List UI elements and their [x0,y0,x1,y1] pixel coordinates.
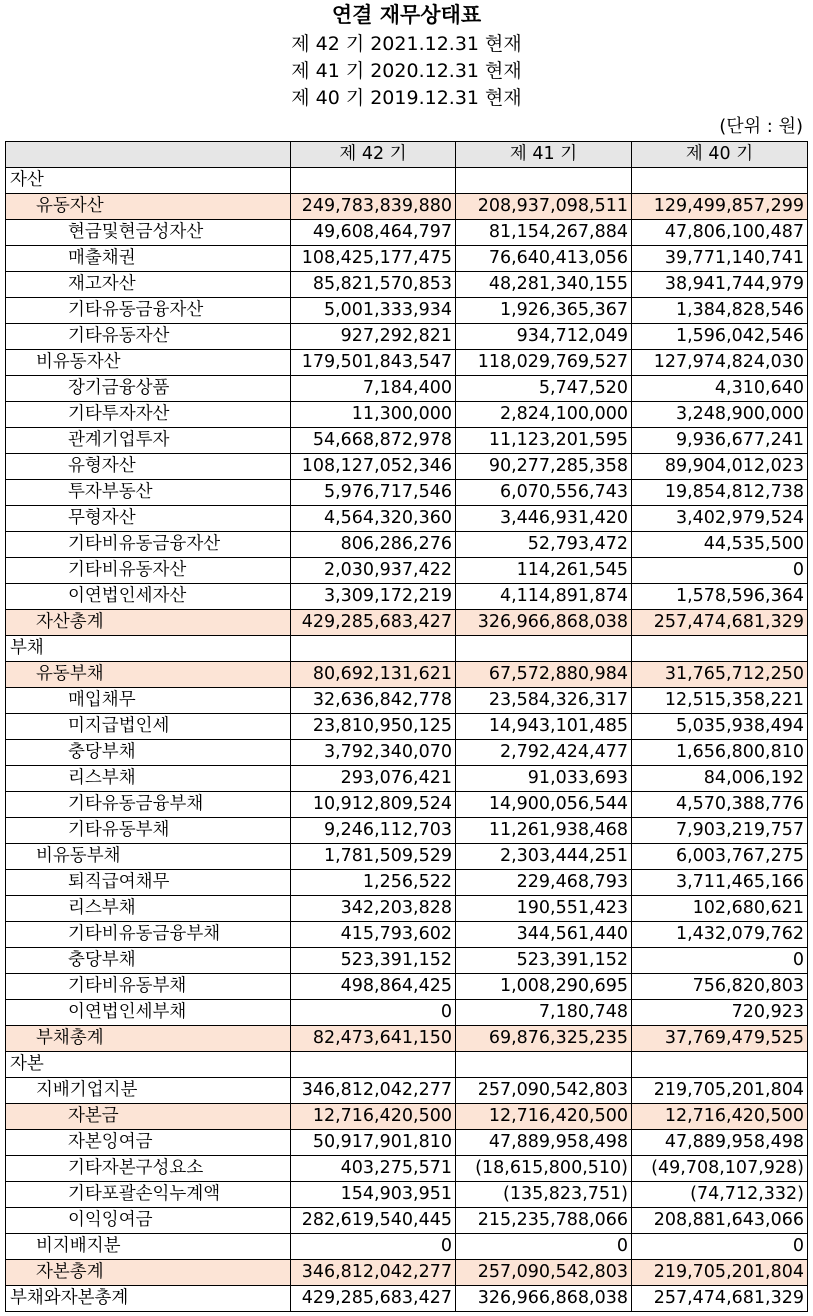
amount-cell: 4,564,320,360 [291,506,456,532]
amount-cell: 219,705,201,804 [632,1260,808,1286]
table-row [6,1078,808,1104]
amount-cell: 3,402,979,524 [632,506,808,532]
amount-cell: 190,551,423 [456,896,632,922]
amount-cell: 50,917,901,810 [291,1130,456,1156]
amount-cell: 5,035,938,494 [632,714,808,740]
amount-cell: 10,912,809,524 [291,792,456,818]
amount-cell: 523,391,152 [456,948,632,974]
account-label: 기타포괄손익누계액 [6,1182,291,1208]
amount-cell: 19,854,812,738 [632,480,808,506]
amount-cell: 129,499,857,299 [632,194,808,220]
account-label: 장기금융상품 [6,376,291,402]
table-row [6,948,808,974]
account-label: 미지급법인세 [6,714,291,740]
amount-cell: 108,127,052,346 [291,454,456,480]
amount-cell: 257,474,681,329 [632,610,808,636]
amount-cell [456,168,632,194]
amount-cell: 756,820,803 [632,974,808,1000]
table-row [6,818,808,844]
amount-cell: 257,090,542,803 [456,1078,632,1104]
amount-cell: 326,966,868,038 [456,1286,632,1312]
amount-cell: 91,033,693 [456,766,632,792]
table-row [6,1208,808,1234]
amount-cell: 806,286,276 [291,532,456,558]
amount-cell [291,636,456,662]
unit-label: (단위 : 원) [719,116,803,137]
account-label: 기타유동금융부채 [6,792,291,818]
amount-cell: 38,941,744,979 [632,272,808,298]
account-label: 자산 [6,168,291,194]
table-row [6,1156,808,1182]
table-row [6,1260,808,1286]
amount-cell: 76,640,413,056 [456,246,632,272]
amount-cell: 4,114,891,874 [456,584,632,610]
amount-cell: 1,256,522 [291,870,456,896]
table-row [6,168,808,194]
amount-cell: 0 [632,948,808,974]
amount-cell: 1,432,079,762 [632,922,808,948]
table-row [6,1286,808,1312]
amount-cell: (135,823,751) [456,1182,632,1208]
table-row [6,922,808,948]
account-label: 재고자산 [6,272,291,298]
table-row [6,324,808,350]
period-line-40: 제 40 기 2019.12.31 현재 [291,87,522,109]
amount-cell: 0 [456,1234,632,1260]
table-row [6,870,808,896]
amount-cell: 9,936,677,241 [632,428,808,454]
amount-cell: 47,889,958,498 [632,1130,808,1156]
account-label: 기타비유동금융자산 [6,532,291,558]
table-header-row [6,142,808,168]
amount-cell: 52,793,472 [456,532,632,558]
amount-cell: 7,180,748 [456,1000,632,1026]
table-row [6,1182,808,1208]
account-label: 비지배지분 [6,1234,291,1260]
amount-cell: 429,285,683,427 [291,1286,456,1312]
amount-cell: 257,090,542,803 [456,1260,632,1286]
table-row [6,714,808,740]
table-row [6,402,808,428]
amount-cell: 12,716,420,500 [632,1104,808,1130]
account-label: 비유동부채 [6,844,291,870]
header-period-41: 제 41 기 [456,142,632,168]
amount-cell: 54,668,872,978 [291,428,456,454]
account-label: 매출채권 [6,246,291,272]
amount-cell: 0 [291,1000,456,1026]
amount-cell: 5,976,717,546 [291,480,456,506]
table-row [6,480,808,506]
table-body [6,168,808,1312]
account-label: 기타비유동금융부채 [6,922,291,948]
amount-cell: 179,501,843,547 [291,350,456,376]
table-row [6,558,808,584]
table-row [6,1052,808,1078]
amount-cell: 3,248,900,000 [632,402,808,428]
table-row [6,376,808,402]
amount-cell: 12,515,358,221 [632,688,808,714]
amount-cell: 85,821,570,853 [291,272,456,298]
amount-cell: 6,070,556,743 [456,480,632,506]
amount-cell: 1,578,596,364 [632,584,808,610]
amount-cell: 293,076,421 [291,766,456,792]
account-label: 자본 [6,1052,291,1078]
amount-cell: 0 [291,1234,456,1260]
amount-cell: 108,425,177,475 [291,246,456,272]
amount-cell: (49,708,107,928) [632,1156,808,1182]
amount-cell: 282,619,540,445 [291,1208,456,1234]
amount-cell: 208,881,643,066 [632,1208,808,1234]
amount-cell [456,1052,632,1078]
amount-cell: 5,001,333,934 [291,298,456,324]
amount-cell: 346,812,042,277 [291,1260,456,1286]
amount-cell: 12,716,420,500 [456,1104,632,1130]
account-label: 지배기업지분 [6,1078,291,1104]
amount-cell: 720,923 [632,1000,808,1026]
amount-cell: 1,008,290,695 [456,974,632,1000]
amount-cell: 31,765,712,250 [632,662,808,688]
amount-cell: 14,900,056,544 [456,792,632,818]
amount-cell: 2,792,424,477 [456,740,632,766]
table-row [6,506,808,532]
amount-cell: 257,474,681,329 [632,1286,808,1312]
amount-cell: 229,468,793 [456,870,632,896]
amount-cell [632,1052,808,1078]
table-row [6,766,808,792]
table-row [6,194,808,220]
table-row [6,220,808,246]
account-label: 리스부채 [6,766,291,792]
amount-cell: 3,309,172,219 [291,584,456,610]
amount-cell: 2,303,444,251 [456,844,632,870]
table-row [6,454,808,480]
account-label: 자본총계 [6,1260,291,1286]
table-row [6,532,808,558]
amount-cell: 215,235,788,066 [456,1208,632,1234]
amount-cell: 84,006,192 [632,766,808,792]
amount-cell: 2,030,937,422 [291,558,456,584]
account-label: 자본금 [6,1104,291,1130]
account-label: 부채와자본총계 [6,1286,291,1312]
account-label: 비유동자산 [6,350,291,376]
amount-cell: 7,184,400 [291,376,456,402]
amount-cell: 2,824,100,000 [456,402,632,428]
amount-cell: 4,310,640 [632,376,808,402]
amount-cell [632,636,808,662]
amount-cell: 342,203,828 [291,896,456,922]
amount-cell: 326,966,868,038 [456,610,632,636]
amount-cell: 32,636,842,778 [291,688,456,714]
amount-cell: 67,572,880,984 [456,662,632,688]
amount-cell: 154,903,951 [291,1182,456,1208]
amount-cell: 12,716,420,500 [291,1104,456,1130]
amount-cell: 3,711,465,166 [632,870,808,896]
account-label: 자본잉여금 [6,1130,291,1156]
account-label: 매입채무 [6,688,291,714]
amount-cell: 90,277,285,358 [456,454,632,480]
amount-cell: 0 [632,558,808,584]
header-period-42: 제 42 기 [291,142,456,168]
table-row [6,272,808,298]
amount-cell: 89,904,012,023 [632,454,808,480]
account-label: 현금및현금성자산 [6,220,291,246]
amount-cell: 219,705,201,804 [632,1078,808,1104]
amount-cell: 23,584,326,317 [456,688,632,714]
account-label: 관계기업투자 [6,428,291,454]
amount-cell: 5,747,520 [456,376,632,402]
table-row [6,428,808,454]
period-line-41: 제 41 기 2020.12.31 현재 [291,60,522,82]
account-label: 투자부동산 [6,480,291,506]
table-row [6,1000,808,1026]
amount-cell: 1,656,800,810 [632,740,808,766]
amount-cell: 82,473,641,150 [291,1026,456,1052]
account-label: 유형자산 [6,454,291,480]
account-label: 기타투자자산 [6,402,291,428]
amount-cell: 11,300,000 [291,402,456,428]
amount-cell: 48,281,340,155 [456,272,632,298]
table-row [6,662,808,688]
account-label: 유동자산 [6,194,291,220]
amount-cell: 37,769,479,525 [632,1026,808,1052]
amount-cell: 69,876,325,235 [456,1026,632,1052]
header-period-40: 제 40 기 [632,142,808,168]
amount-cell: 934,712,049 [456,324,632,350]
amount-cell: 14,943,101,485 [456,714,632,740]
amount-cell: 114,261,545 [456,558,632,584]
amount-cell: 7,903,219,757 [632,818,808,844]
table-row [6,350,808,376]
amount-cell: 6,003,767,275 [632,844,808,870]
amount-cell: 3,792,340,070 [291,740,456,766]
table-row [6,1026,808,1052]
amount-cell: 81,154,267,884 [456,220,632,246]
amount-cell: 23,810,950,125 [291,714,456,740]
account-label: 기타자본구성요소 [6,1156,291,1182]
amount-cell: 47,889,958,498 [456,1130,632,1156]
amount-cell: 1,596,042,546 [632,324,808,350]
amount-cell: 415,793,602 [291,922,456,948]
statement-title: 연결 재무상태표 [331,3,482,27]
account-label: 기타유동금융자산 [6,298,291,324]
table-row [6,740,808,766]
table-row [6,246,808,272]
account-label: 이연법인세부채 [6,1000,291,1026]
account-label: 퇴직급여채무 [6,870,291,896]
amount-cell: 118,029,769,527 [456,350,632,376]
header-account [6,142,291,168]
amount-cell: 927,292,821 [291,324,456,350]
amount-cell: 1,781,509,529 [291,844,456,870]
account-label: 이익잉여금 [6,1208,291,1234]
amount-cell: 429,285,683,427 [291,610,456,636]
balance-sheet-table [5,141,808,1312]
amount-cell: 44,535,500 [632,532,808,558]
amount-cell: 249,783,839,880 [291,194,456,220]
account-label: 자산총계 [6,610,291,636]
amount-cell: (74,712,332) [632,1182,808,1208]
account-label: 이연법인세자산 [6,584,291,610]
amount-cell: 1,926,365,367 [456,298,632,324]
account-label: 기타유동부채 [6,818,291,844]
amount-cell: 9,246,112,703 [291,818,456,844]
amount-cell: 403,275,571 [291,1156,456,1182]
table-row [6,298,808,324]
account-label: 부채총계 [6,1026,291,1052]
amount-cell: 127,974,824,030 [632,350,808,376]
account-label: 리스부채 [6,896,291,922]
amount-cell [291,168,456,194]
table-row [6,584,808,610]
account-label: 기타비유동자산 [6,558,291,584]
amount-cell: 39,771,140,741 [632,246,808,272]
amount-cell: 11,123,201,595 [456,428,632,454]
amount-cell: 80,692,131,621 [291,662,456,688]
table-row [6,610,808,636]
amount-cell: 523,391,152 [291,948,456,974]
amount-cell: 49,608,464,797 [291,220,456,246]
amount-cell: 346,812,042,277 [291,1078,456,1104]
account-label: 무형자산 [6,506,291,532]
period-line-42: 제 42 기 2021.12.31 현재 [291,33,522,55]
amount-cell: 11,261,938,468 [456,818,632,844]
table-row [6,974,808,1000]
amount-cell [291,1052,456,1078]
account-label: 충당부채 [6,740,291,766]
table-row [6,636,808,662]
amount-cell: 344,561,440 [456,922,632,948]
table-row [6,1234,808,1260]
account-label: 기타유동자산 [6,324,291,350]
amount-cell [456,636,632,662]
table-row [6,792,808,818]
amount-cell: 3,446,931,420 [456,506,632,532]
amount-cell: 0 [632,1234,808,1260]
table-row [6,688,808,714]
amount-cell: 4,570,388,776 [632,792,808,818]
table-row [6,1130,808,1156]
table-row [6,1104,808,1130]
account-label: 기타비유동부채 [6,974,291,1000]
table-row [6,844,808,870]
account-label: 유동부채 [6,662,291,688]
amount-cell: (18,615,800,510) [456,1156,632,1182]
amount-cell [632,168,808,194]
account-label: 충당부채 [6,948,291,974]
amount-cell: 208,937,098,511 [456,194,632,220]
amount-cell: 47,806,100,487 [632,220,808,246]
account-label: 부채 [6,636,291,662]
table-row [6,896,808,922]
amount-cell: 1,384,828,546 [632,298,808,324]
amount-cell: 498,864,425 [291,974,456,1000]
amount-cell: 102,680,621 [632,896,808,922]
